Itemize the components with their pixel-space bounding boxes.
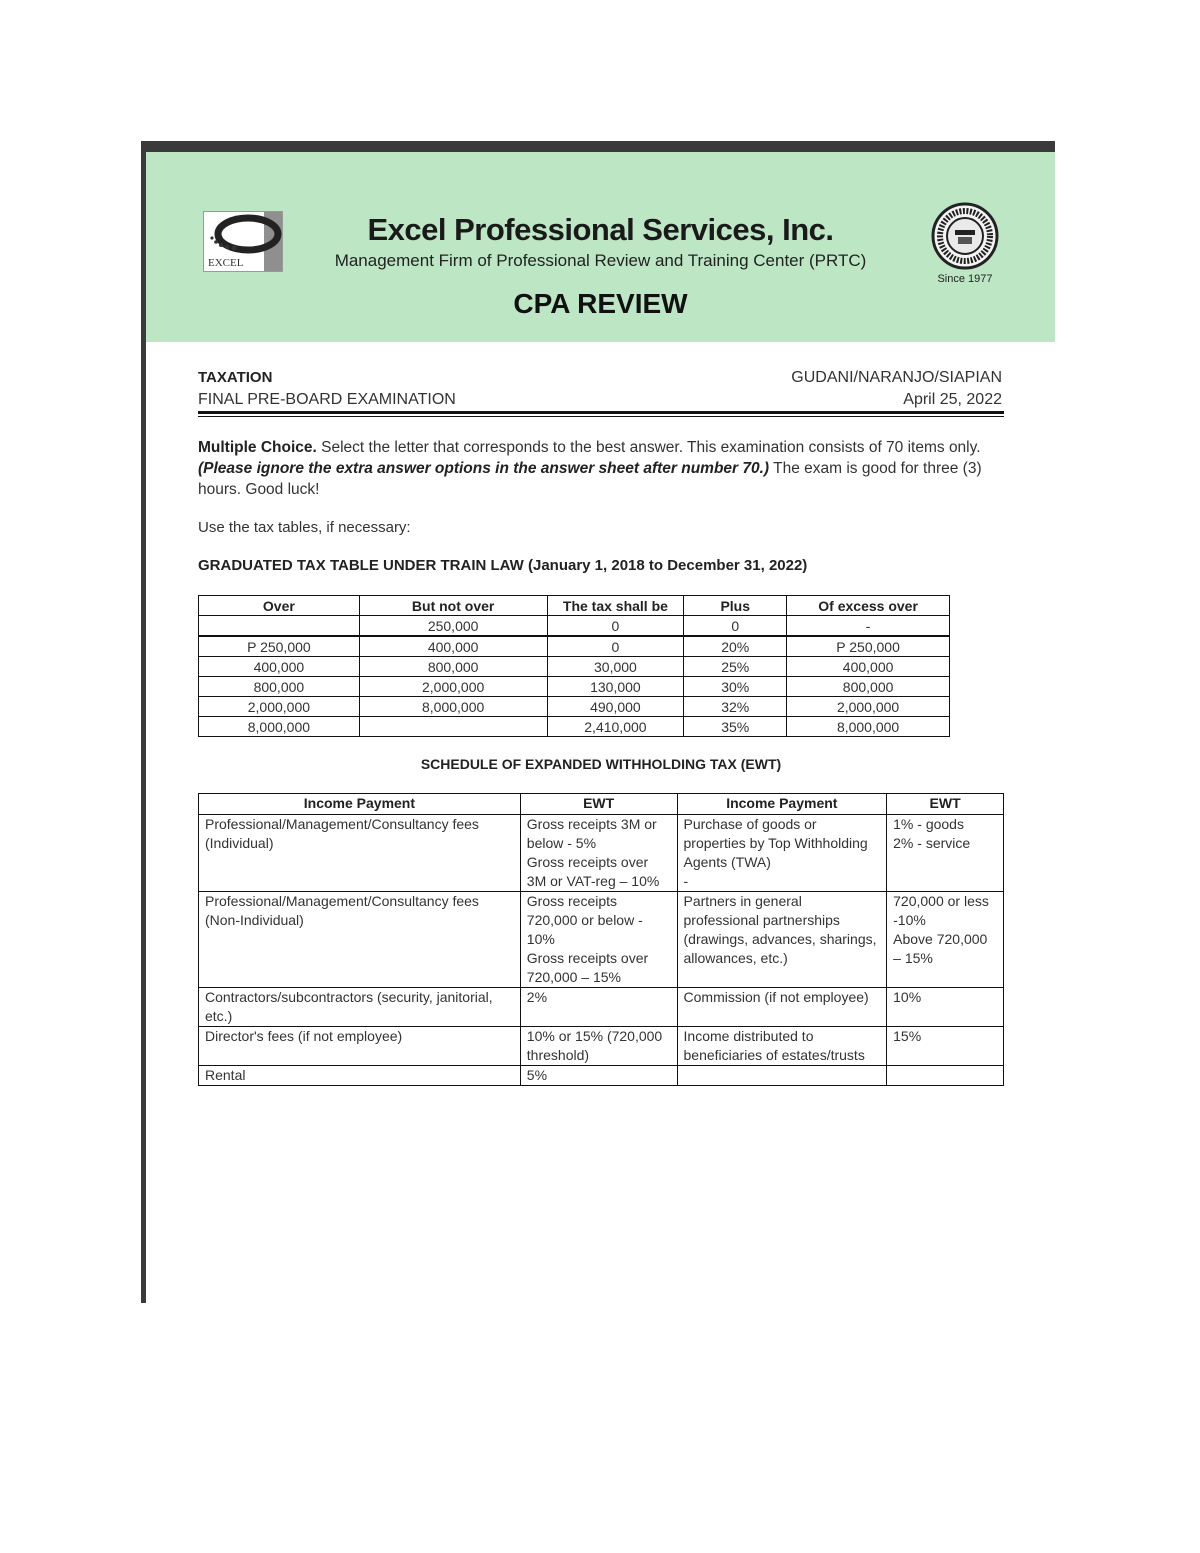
table-cell: 400,000 [359, 636, 547, 657]
table-cell: 35% [684, 717, 787, 737]
column-header: EWT [520, 794, 677, 815]
table-cell: 130,000 [547, 677, 684, 697]
table-cell: 1% - goods 2% - service [887, 815, 1004, 892]
table-cell: Rental [199, 1066, 521, 1086]
table-cell: 15% [887, 1027, 1004, 1066]
column-header: Of excess over [787, 596, 950, 616]
table-cell: Professional/Management/Consultancy fees (Individual) [199, 815, 521, 892]
table-cell [359, 717, 547, 737]
instructions-emphasis: (Please ignore the extra answer options in the answer sheet after number 70.) [198, 460, 770, 477]
table-row [199, 1027, 1004, 1066]
table-cell: 5% [520, 1066, 677, 1086]
table-row [199, 1066, 1004, 1086]
table-cell: - [787, 616, 950, 637]
column-header: Over [199, 596, 360, 616]
company-subtitle: Management Firm of Professional Review and Training Center (PRTC) [334, 251, 867, 270]
ewt-schedule-table [198, 793, 1004, 1086]
table-cell: 0 [684, 616, 787, 637]
table-cell: 800,000 [787, 677, 950, 697]
table-row [199, 677, 950, 697]
graduated-tax-table [198, 595, 950, 737]
table-cell: Purchase of goods or properties by Top Withholding Agents (TWA) - [677, 815, 887, 892]
table-cell: Partners in general professional partnerships (drawings, advances, sharings, allowances, etc.) [677, 892, 887, 988]
table-row [199, 717, 950, 737]
table-row [199, 988, 1004, 1027]
table-cell: 250,000 [359, 616, 547, 637]
table-cell: 30% [684, 677, 787, 697]
table-cell: Income distributed to beneficiaries of estates/trusts [677, 1027, 887, 1066]
table-cell: 8,000,000 [199, 717, 360, 737]
exam-subject: TAXATION [198, 369, 273, 386]
instructions-text-end: The exam is good for three (3) hours. Good luck! [198, 460, 982, 498]
header-rule [198, 411, 1004, 414]
table-cell: Contractors/subcontractors (security, janitorial, etc.) [199, 988, 521, 1027]
table-cell: Director's fees (if not employee) [199, 1027, 521, 1066]
ewt-table-title: SCHEDULE OF EXPANDED WITHHOLDING TAX (EWT) [420, 756, 782, 772]
table-row [199, 815, 1004, 892]
table-cell: Gross receipts 3M or below - 5% Gross receipts over 3M or VAT-reg – 10% [520, 815, 677, 892]
since-label: Since 1977 [937, 273, 993, 285]
column-header: Income Payment [199, 794, 521, 815]
table-cell: 400,000 [787, 657, 950, 677]
table-row [199, 616, 950, 637]
table-cell: 32% [684, 697, 787, 717]
table-cell: 2,000,000 [359, 677, 547, 697]
table-cell: 0 [547, 616, 684, 637]
column-header: EWT [887, 794, 1004, 815]
table-cell: 490,000 [547, 697, 684, 717]
use-tables-note: Use the tax tables, if necessary: [198, 519, 411, 536]
table-cell: 10% [887, 988, 1004, 1027]
table-cell: 720,000 or less -10% Above 720,000 – 15% [887, 892, 1004, 988]
document-header [146, 152, 1055, 342]
table-cell [677, 1066, 887, 1086]
table-cell: 8,000,000 [787, 717, 950, 737]
table-cell: 10% or 15% (720,000 threshold) [520, 1027, 677, 1066]
table-cell [887, 1066, 1004, 1086]
table-cell: 2,000,000 [787, 697, 950, 717]
instructions-lead: Multiple Choice. [198, 439, 317, 456]
exam-authors: GUDANI/NARANJO/SIAPIAN [791, 369, 1002, 386]
table-row [199, 697, 950, 717]
table-cell: Gross receipts 720,000 or below - 10% Gross receipts over 720,000 – 15% [520, 892, 677, 988]
table-cell: 800,000 [359, 657, 547, 677]
table-cell: 30,000 [547, 657, 684, 677]
table-cell: P 250,000 [787, 636, 950, 657]
table-cell: Professional/Management/Consultancy fees (Non-Individual) [199, 892, 521, 988]
table-row [199, 657, 950, 677]
column-header: Income Payment [677, 794, 887, 815]
table-cell [199, 616, 360, 637]
table-cell: 20% [684, 636, 787, 657]
table-cell: Commission (if not employee) [677, 988, 887, 1027]
table-cell: 2% [520, 988, 677, 1027]
table-cell: 800,000 [199, 677, 360, 697]
table-cell: 2,410,000 [547, 717, 684, 737]
column-header: Plus [684, 596, 787, 616]
page-top-border [141, 141, 1055, 152]
table-cell: 2,000,000 [199, 697, 360, 717]
table-row [199, 892, 1004, 988]
graduated-table-title: GRADUATED TAX TABLE UNDER TRAIN LAW (January 1, 2018 to December 31, 2022) [198, 557, 808, 574]
table-cell: 25% [684, 657, 787, 677]
column-header: But not over [359, 596, 547, 616]
table-row [199, 636, 950, 657]
column-header: The tax shall be [547, 596, 684, 616]
table-cell: P 250,000 [199, 636, 360, 657]
table-cell: 8,000,000 [359, 697, 547, 717]
program-title: CPA REVIEW [513, 288, 688, 319]
exam-instructions [198, 437, 1004, 500]
exam-type: FINAL PRE-BOARD EXAMINATION [198, 391, 456, 408]
instructions-text: Select the letter that corresponds to the best answer. This examination consists of 70 items only. [316, 439, 981, 456]
prtc-seal-icon [931, 202, 999, 270]
table-cell: 400,000 [199, 657, 360, 677]
exam-date: April 25, 2022 [903, 391, 1002, 408]
table-cell: 0 [547, 636, 684, 657]
svg-text:EXCEL: EXCEL [208, 257, 244, 269]
header-rule-thin [198, 416, 1004, 417]
company-name: Excel Professional Services, Inc. [367, 212, 834, 247]
